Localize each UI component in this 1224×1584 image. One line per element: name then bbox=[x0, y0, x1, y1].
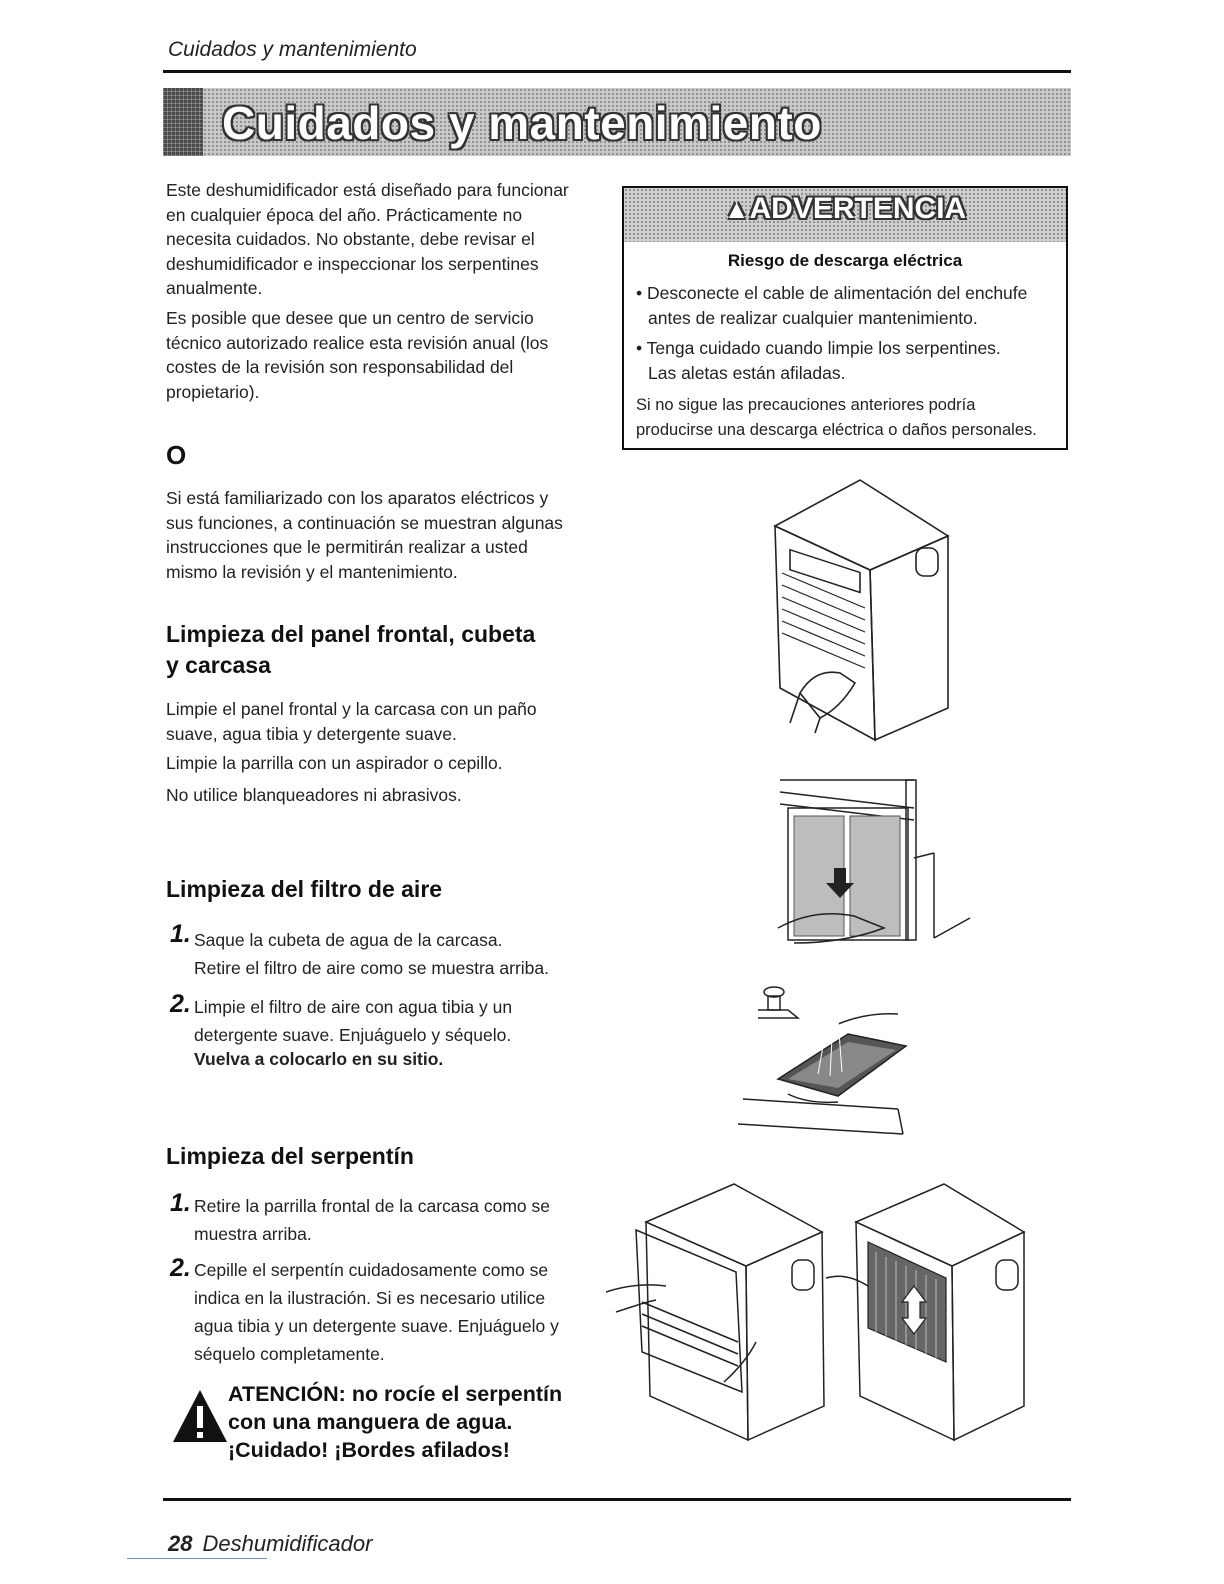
panel-paragraph-1: Limpie el panel frontal y la carcasa con un paño suave, agua tibia y detergente suave. bbox=[166, 699, 537, 744]
warning-bullet-1: • Desconecte el cable de alimentación del enchufe antes de realizar cualquier mantenimiento. bbox=[636, 283, 1028, 328]
filter-step-1-number: 1. bbox=[170, 920, 191, 948]
filter-step-2: Limpie el filtro de aire con agua tibia y un detergente suave. Enjuáguelo y séquelo. Vuelva a colocarlo en su sitio. bbox=[194, 997, 513, 1069]
title-banner-block bbox=[163, 88, 203, 156]
coil-cleaning-illustration bbox=[606, 1182, 1026, 1448]
page-footer bbox=[168, 1531, 372, 1557]
section-heading-panel: Limpieza del panel frontal, cubeta y carcasa bbox=[166, 621, 536, 678]
section-heading-coil: Limpieza del serpentín bbox=[166, 1143, 414, 1169]
warning-title: ▲ADVERTENCIA bbox=[723, 192, 967, 225]
coil-step-1-number: 1. bbox=[170, 1189, 191, 1217]
warning-triangle-icon: ▲ bbox=[723, 194, 750, 224]
caution-text: ATENCIÓN: no rocíe el serpentín con una manguera de agua. ¡Cuidado! ¡Bordes afilados! bbox=[228, 1382, 563, 1462]
running-header: Cuidados y mantenimiento bbox=[168, 38, 417, 61]
panel-paragraph-2: Limpie la parrilla con un aspirador o cepillo. bbox=[166, 753, 503, 773]
footer-rule bbox=[163, 1498, 1071, 1501]
wipe-front-panel-illustration bbox=[760, 478, 960, 748]
warning-note: Si no sigue las precauciones anteriores podría producirse una descarga eléctrica o daños personales. bbox=[636, 396, 1037, 439]
or-label: O bbox=[166, 440, 187, 470]
header-rule bbox=[163, 70, 1071, 73]
section-heading-filter: Limpieza del filtro de aire bbox=[166, 876, 443, 902]
intro-paragraph-1: Este deshumidificador está diseñado para funcionar en cualquier época del año. Prácticamente no necesita cuidados. No obstante, debe revisar el deshumidificador e inspeccionar los serpentines anualmente. bbox=[166, 180, 569, 298]
page-number: 28 bbox=[168, 1531, 193, 1556]
warning-bullet-2: • Tenga cuidado cuando limpie los serpentines. Las aletas están afiladas. bbox=[636, 338, 1001, 383]
intro-paragraph-3: Si está familiarizado con los aparatos eléctricos y sus funciones, a continuación se muestran algunas instrucciones que le permitirán realizar a usted mismo la revisión y el mantenimiento. bbox=[166, 488, 563, 582]
page-title: Cuidados y mantenimiento bbox=[222, 97, 822, 149]
filter-step-1: Saque la cubeta de agua de la carcasa. Retire el filtro de aire como se muestra arriba. bbox=[194, 930, 549, 978]
warning-subtitle: Riesgo de descarga eléctrica bbox=[727, 251, 963, 270]
footer-title: Deshumidificador bbox=[202, 1531, 373, 1556]
remove-filter-illustration bbox=[774, 778, 974, 958]
filter-step-2-number: 2. bbox=[170, 990, 191, 1018]
caution-warning-icon bbox=[170, 1386, 230, 1446]
coil-step-2-number: 2. bbox=[170, 1254, 191, 1282]
intro-paragraph-2: Es posible que desee que un centro de servicio técnico autorizado realice esta revisión anual (los costes de la revisión son responsabilidad del propietario). bbox=[166, 308, 549, 402]
coil-step-2: Cepille el serpentín cuidadosamente como se indica en la ilustración. Si es necesario utilice agua tibia y un detergente suave. Enjuáguelo y séquelo completamente. bbox=[194, 1260, 559, 1364]
coil-step-1: Retire la parrilla frontal de la carcasa como se muestra arriba. bbox=[194, 1196, 550, 1244]
panel-paragraph-3: No utilice blanqueadores ni abrasivos. bbox=[166, 785, 462, 805]
footer-blue-line bbox=[127, 1558, 267, 1559]
wash-filter-illustration bbox=[738, 984, 908, 1144]
